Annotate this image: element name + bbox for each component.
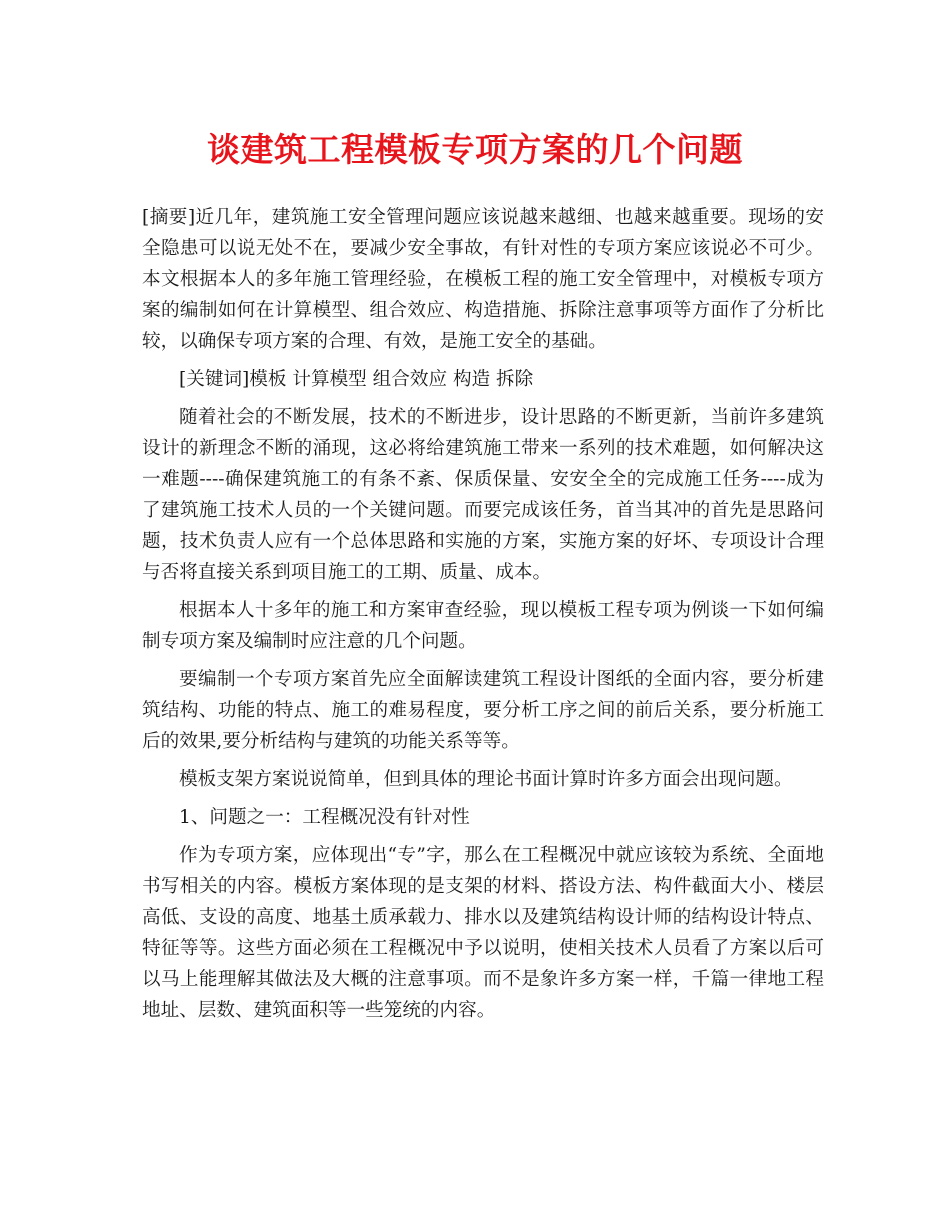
body-paragraph: 作为专项方案，应体现出“专”字，那么在工程概况中就应该较为系统、全面地书写相关的内容。模板方案体现的是支架的材料、搭设方法、构件截面大小、楼层高低、支设的高度、地基土质承载力、排水以及建筑结构设计师的结构设计特点、特征等等。这些方面必须在工程概况中予以说明，使相关技术人员看了方案以后可以马上能理解其做法及大概的注意事项。而不是象许多方案一样，千篇一律地工程地址、层数、建筑面积等一些笼统的内容。 <box>142 845 824 1021</box>
document-body <box>142 202 824 1033</box>
section-heading: 1、问题之一：工程概况没有针对性 <box>179 807 470 828</box>
abstract-paragraph: [摘要]近几年，建筑施工安全管理问题应该说越来越细、也越来越重要。现场的安全隐患可以说无处不在，要减少安全事故，有针对性的专项方案应该说必不可少。本文根据本人的多年施工管理经验，在模板工程的施工安全管理中，对模板专项方案的编制如何在计算模型、组合效应、构造措施、拆除注意事项等方面作了分析比较，以确保专项方案的合理、有效，是施工安全的基础。 <box>142 207 824 352</box>
body-paragraph: 根据本人十多年的施工和方案审查经验，现以模板工程专项为例谈一下如何编制专项方案及编制时应注意的几个问题。 <box>142 600 824 652</box>
keywords-paragraph: [关键词]模板 计算模型 组合效应 构造 拆除 <box>179 369 534 390</box>
body-paragraph: 模板支架方案说说简单，但到具体的理论书面计算时许多方面会出现问题。 <box>179 769 793 790</box>
document-title: 谈建筑工程模板专项方案的几个问题 <box>207 130 743 169</box>
body-paragraph: 随着社会的不断发展，技术的不断进步，设计思路的不断更新，当前许多建筑设计的新理念不断的涌现，这必将给建筑施工带来一系列的技术难题，如何解决这一难题----确保建筑施工的有条不紊、保质保量、安安全全的完成施工任务----成为了建筑施工技术人员的一个关键问题。而要完成该任务，首当其冲的首先是思路问题，技术负责人应有一个总体思路和实施的方案，实施方案的好坏、专项设计合理与否将直接关系到项目施工的工期、质量、成本。 <box>142 407 824 583</box>
body-paragraph: 要编制一个专项方案首先应全面解读建筑工程设计图纸的全面内容，要分析建筑结构、功能的特点、施工的难易程度，要分析工序之间的前后关系，要分析施工后的效果,要分析结构与建筑的功能关系等等。 <box>142 669 824 752</box>
